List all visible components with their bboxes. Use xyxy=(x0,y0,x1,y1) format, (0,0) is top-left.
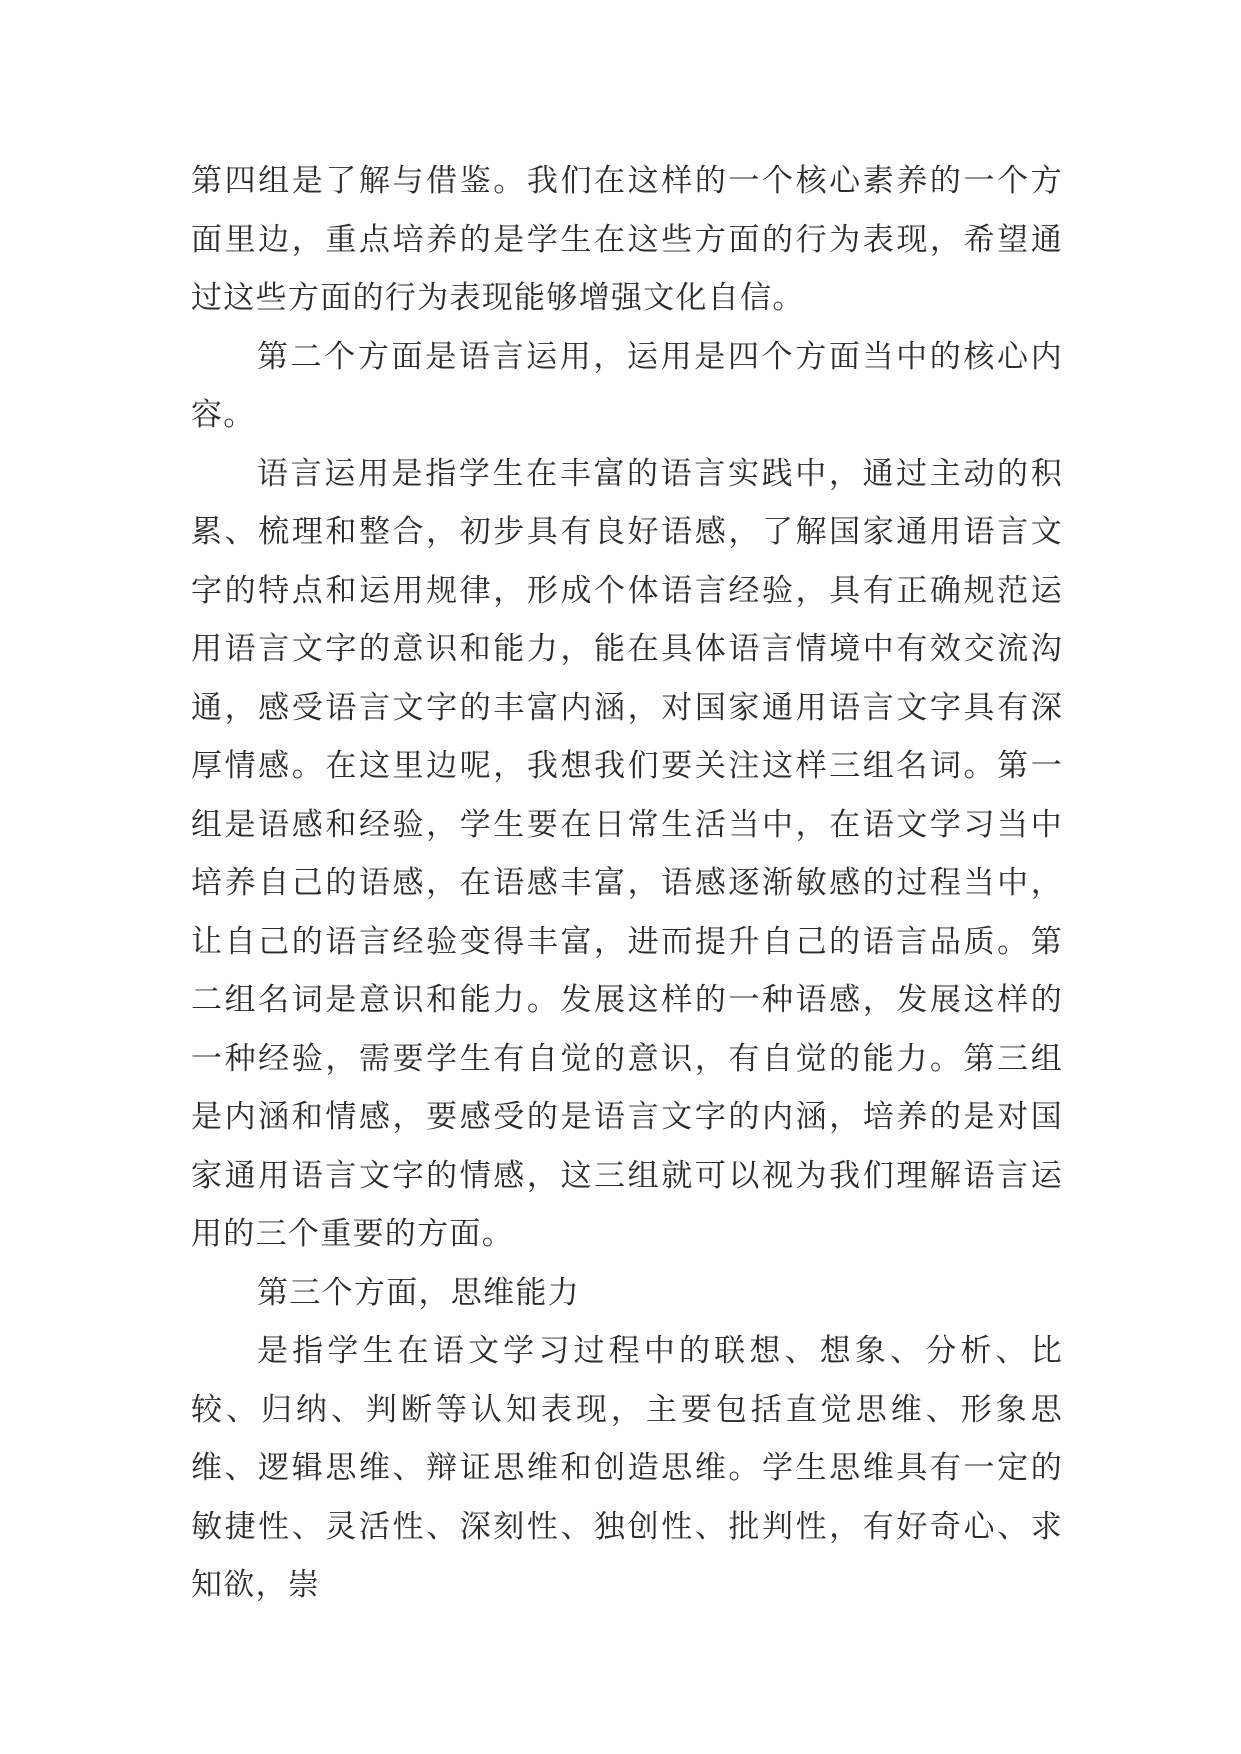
document-body xyxy=(191,152,1063,1615)
paragraph-language-use-detail: 语言运用是指学生在丰富的语言实践中，通过主动的积累、梳理和整合，初步具有良好语感，了解国家通用语言文字的特点和运用规律，形成个体语言经验，具有正确规范运用语言文字的意识和能力，能在具体语言情境中有效交流沟通，感受语言文字的丰富内涵，对国家通用语言文字具有深厚情感。在这里边呢，我想我们要关注这样三组名词。第一组是语感和经验，学生要在日常生活当中，在语文学习当中培养自己的语感，在语感丰富，语感逐渐敏感的过程当中，让自己的语言经验变得丰富，进而提升自己的语言品质。第二组名词是意识和能力。发展这样的一种语感，发展这样的一种经验，需要学生有自觉的意识，有自觉的能力。第三组是内涵和情感，要感受的是语言文字的内涵，培养的是对国家通用语言文字的情感，这三组就可以视为我们理解语言运用的三个重要的方面。 xyxy=(191,455,1063,1252)
paragraph-thinking-detail: 是指学生在语文学习过程中的联想、想象、分析、比较、归纳、判断等认知表现，主要包括直觉思维、形象思维、逻辑思维、辩证思维和创造思维。学生思维具有一定的敏捷性、灵活性、深刻性、独创性、批判性，有好奇心、求知欲，崇 xyxy=(191,1333,1063,1603)
paragraph-language-use-heading: 第二个方面是语言运用，运用是四个方面当中的核心内容。 xyxy=(191,338,1063,433)
paragraph-thinking-heading: 第三个方面，思维能力 xyxy=(257,1274,580,1311)
paragraph-group-four: 第四组是了解与借鉴。我们在这样的一个核心素养的一个方面里边，重点培养的是学生在这些方面的行为表现，希望通过这些方面的行为表现能够增强文化自信。 xyxy=(191,163,1063,316)
